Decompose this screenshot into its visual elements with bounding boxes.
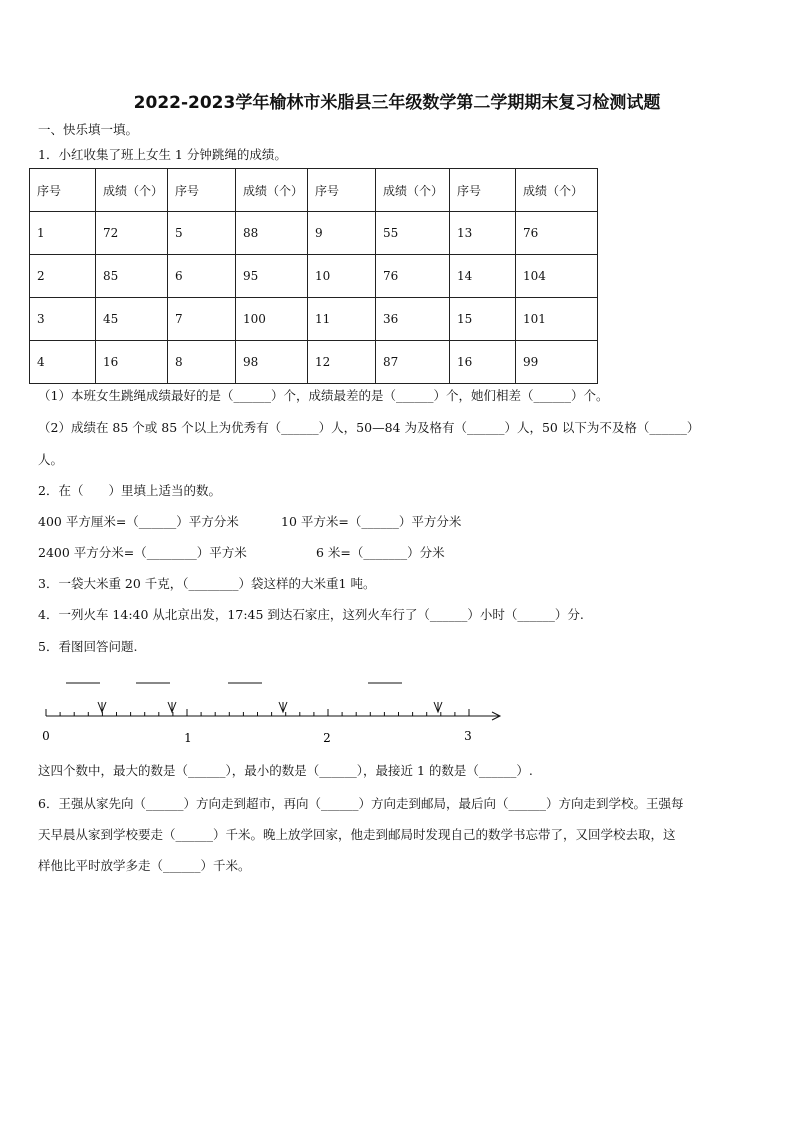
question-2-prompt: 2．在（ ）里填上适当的数。 (38, 483, 221, 498)
axis-label: 2 (323, 731, 331, 745)
question-2-item: 6 米=（_______）分米 (316, 545, 445, 560)
question-6-line: 样他比平时放学多走（______）千米。 (38, 858, 251, 873)
question-2-item: 2400 平方分米=（________）平方米 (38, 545, 247, 560)
table-cell: 1 (30, 212, 96, 255)
table-cell: 101 (516, 298, 598, 341)
table-header-cell: 序号 (30, 169, 96, 212)
table-cell: 85 (96, 255, 168, 298)
table-cell: 3 (30, 298, 96, 341)
question-3: 3．一袋大米重 20 千克，（________）袋这样的大米重1 吨。 (38, 576, 376, 591)
table-cell: 8 (168, 341, 236, 384)
table-cell: 104 (516, 255, 598, 298)
pointer-arrow-icon (98, 702, 106, 712)
table-cell: 15 (450, 298, 516, 341)
number-line-figure (38, 670, 508, 748)
axis-label: 0 (42, 729, 50, 743)
question-6-line: 天早晨从家到学校要走（______）千米。晚上放学回家，他走到邮局时发现自己的数学书忘带了，又回学校去取，这 (38, 827, 676, 842)
question-1-sub-2: （2）成绩在 85 个或 85 个以上为优秀有（______）人，50—84 为及格有（______）人，50 以下为不及格（______） (38, 420, 700, 435)
table-cell: 9 (308, 212, 376, 255)
table-cell: 16 (450, 341, 516, 384)
table-cell: 7 (168, 298, 236, 341)
table-header-cell: 序号 (168, 169, 236, 212)
table-row (30, 298, 598, 341)
table-cell: 55 (376, 212, 450, 255)
question-1-prompt: 1．小红收集了班上女生 1 分钟跳绳的成绩。 (38, 147, 287, 162)
tick-marks (46, 709, 469, 716)
question-2-item: 400 平方厘米=（______）平方分米 (38, 514, 239, 529)
table-cell: 12 (308, 341, 376, 384)
question-1-sub-2-cont: 人。 (38, 452, 64, 467)
table-cell: 76 (376, 255, 450, 298)
section-heading: 一、快乐填一填。 (38, 122, 139, 137)
page-title: 2022-2023学年榆林市米脂县三年级数学第二学期期末复习检测试题 (133, 93, 661, 113)
table-cell: 95 (236, 255, 308, 298)
table-header-row (30, 169, 598, 212)
table-cell: 99 (516, 341, 598, 384)
table-cell: 4 (30, 341, 96, 384)
axis-label: 3 (464, 729, 472, 743)
table-header-cell: 成绩（个） (376, 169, 450, 212)
table-cell: 72 (96, 212, 168, 255)
table-header-cell: 成绩（个） (236, 169, 308, 212)
table-cell: 16 (96, 341, 168, 384)
table-cell: 5 (168, 212, 236, 255)
table-cell: 98 (236, 341, 308, 384)
table-row (30, 341, 598, 384)
table-row (30, 255, 598, 298)
table-cell: 6 (168, 255, 236, 298)
table-cell: 45 (96, 298, 168, 341)
table-cell: 88 (236, 212, 308, 255)
pointer-arrow-icon (168, 702, 176, 712)
score-table (29, 168, 598, 384)
question-6-line: 6．王强从家先向（______）方向走到超市，再向（______）方向走到邮局，最后向（______）方向走到学校。王强每 (38, 796, 684, 811)
table-header-cell: 序号 (308, 169, 376, 212)
question-1-sub-1: （1）本班女生跳绳成绩最好的是（______）个，成绩最差的是（______）个，她们相差（______）个。 (38, 388, 609, 403)
table-cell: 11 (308, 298, 376, 341)
question-5-prompt: 5．看图回答问题. (38, 639, 138, 654)
question-4: 4．一列火车 14:40 从北京出发，17:45 到达石家庄，这列火车行了（______）小时（______）分. (38, 607, 584, 622)
table-row (30, 212, 598, 255)
table-cell: 76 (516, 212, 598, 255)
pointer-arrow-icon (279, 702, 287, 712)
table-cell: 10 (308, 255, 376, 298)
table-header-cell: 序号 (450, 169, 516, 212)
pointer-arrow-icon (434, 702, 442, 712)
table-cell: 14 (450, 255, 516, 298)
table-cell: 13 (450, 212, 516, 255)
table-header-cell: 成绩（个） (96, 169, 168, 212)
table-cell: 87 (376, 341, 450, 384)
table-header-cell: 成绩（个） (516, 169, 598, 212)
question-5-answer: 这四个数中，最大的数是（______），最小的数是（______），最接近 1 的数是（______）. (38, 763, 533, 778)
axis-label: 1 (184, 731, 192, 745)
question-2-item: 10 平方米=（______）平方分米 (281, 514, 462, 529)
table-cell: 100 (236, 298, 308, 341)
table-cell: 2 (30, 255, 96, 298)
table-cell: 36 (376, 298, 450, 341)
